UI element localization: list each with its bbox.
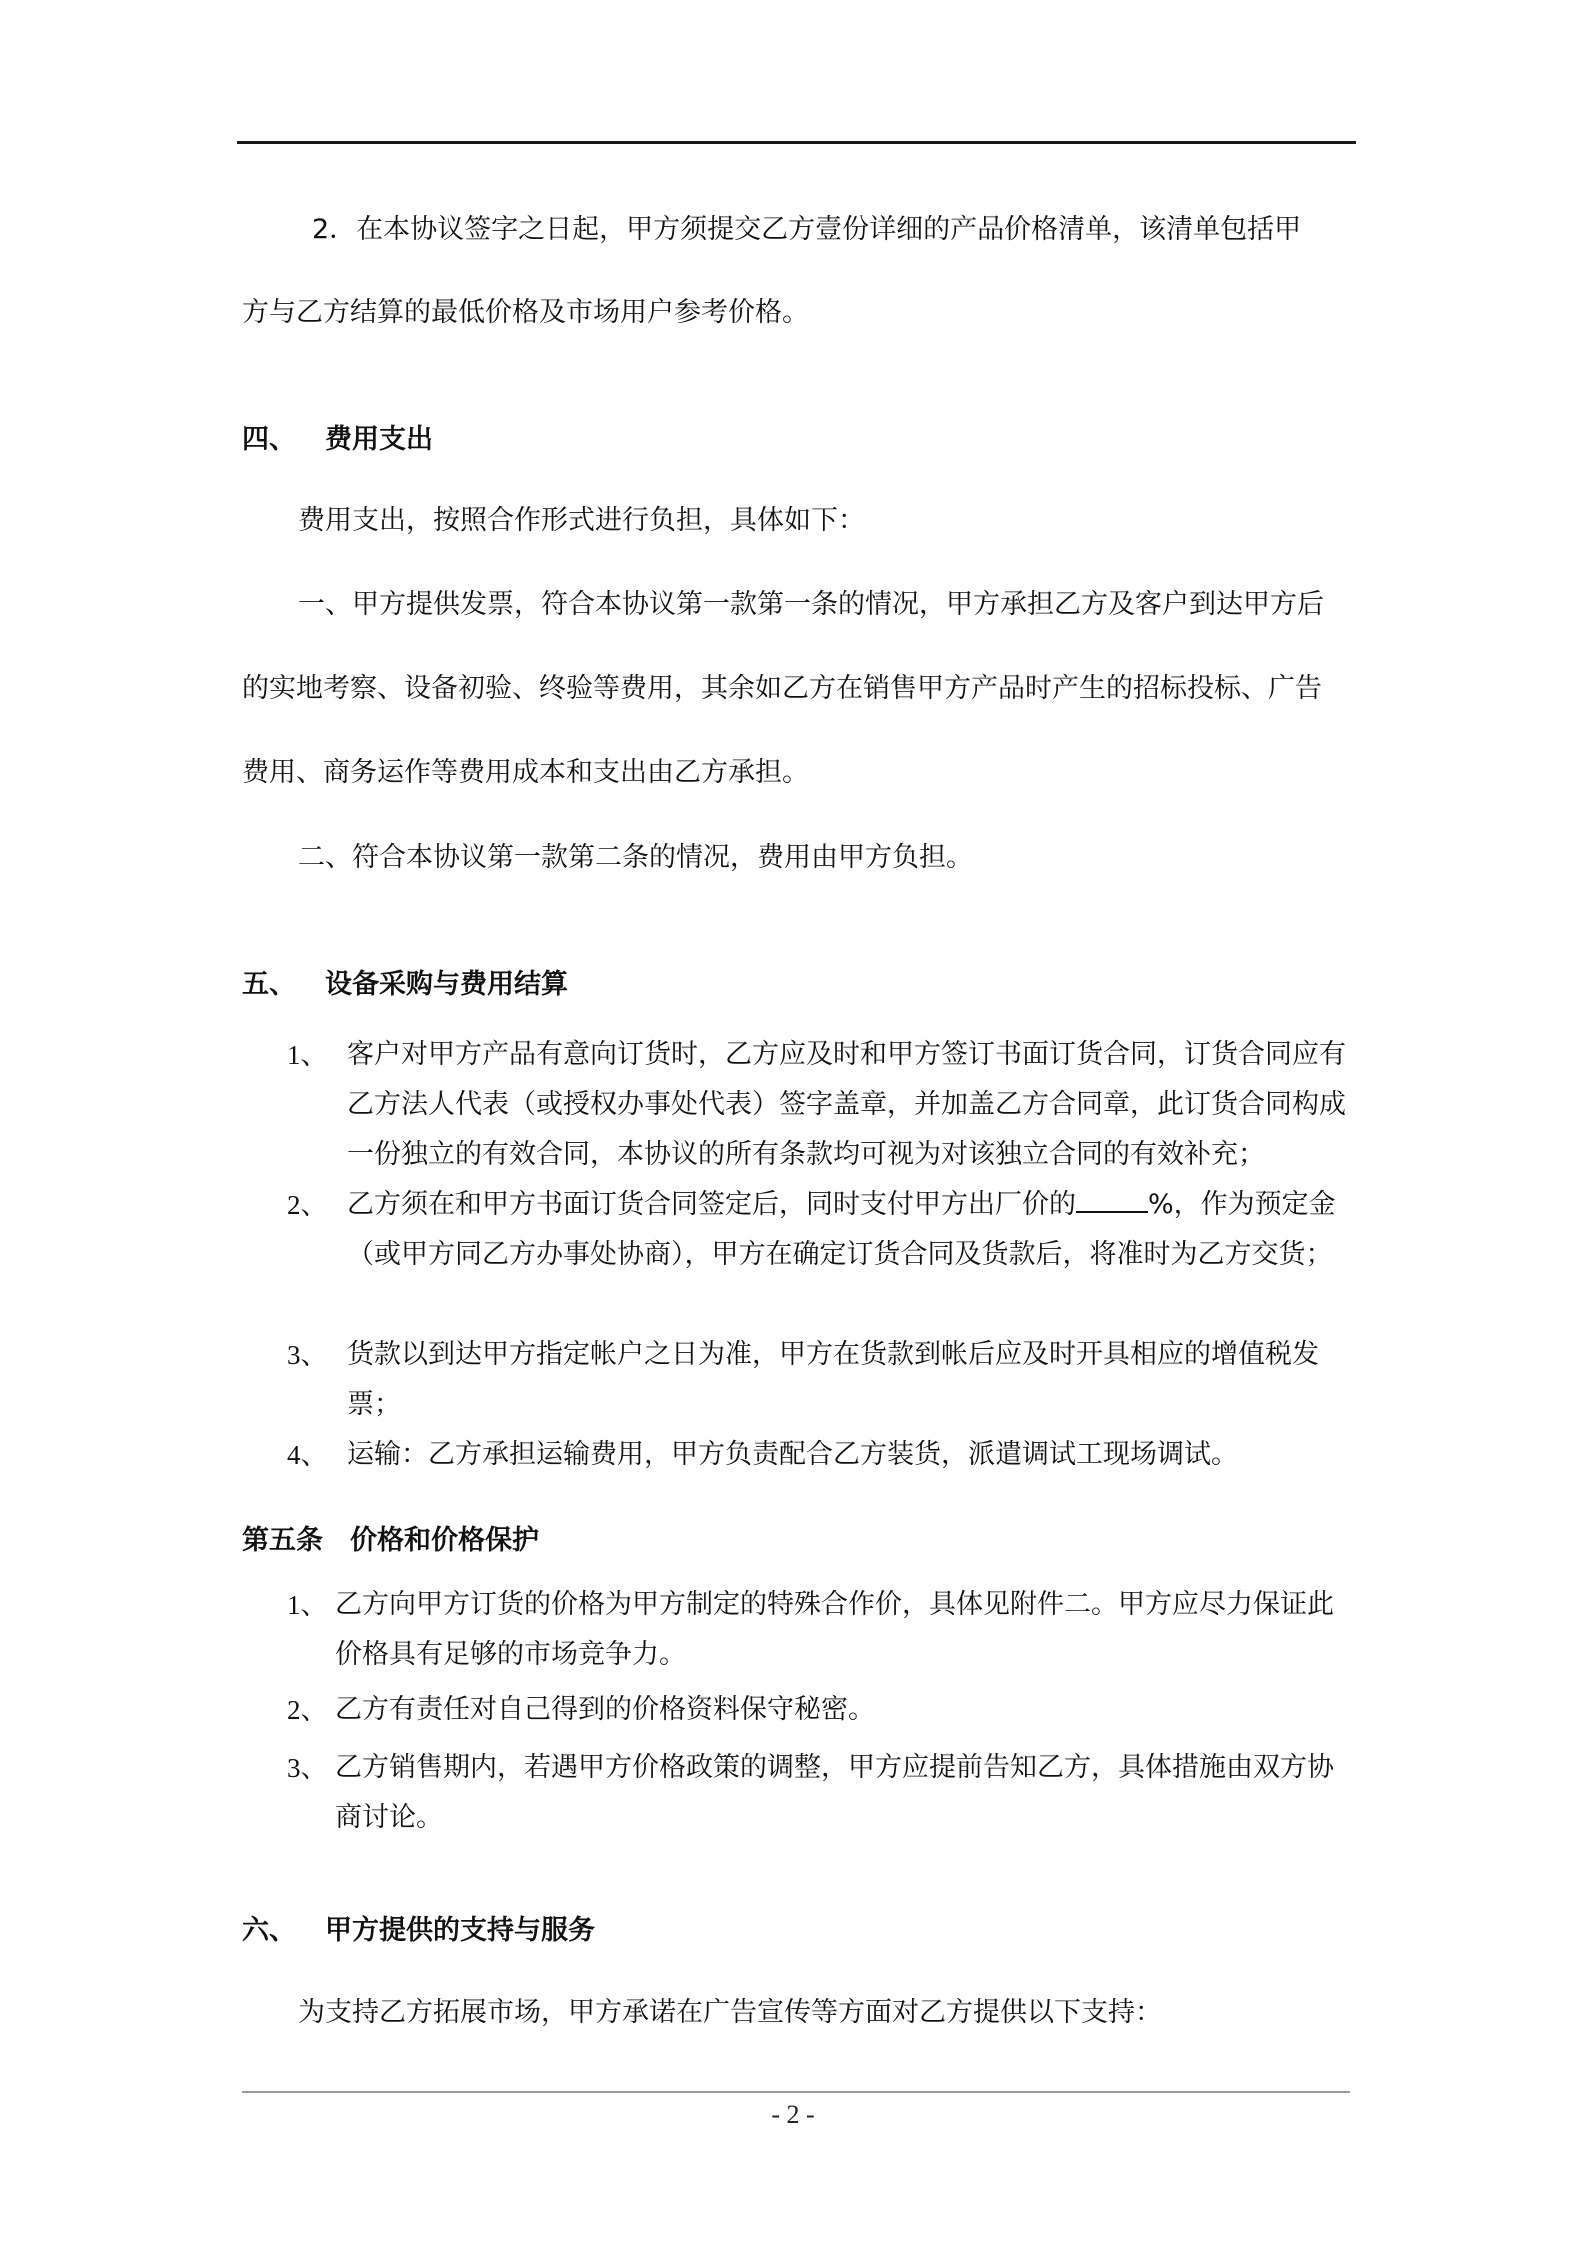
section-number: 五、 xyxy=(242,969,296,1000)
page-number: - 2 - xyxy=(771,2100,815,2129)
list-item xyxy=(287,1180,1356,1280)
list-text: 运输：乙方承担运输费用，甲方负责配合乙方装货，派遣调试工现场调试。 xyxy=(347,1439,1238,1470)
list-number: 2、 xyxy=(287,1695,328,1725)
list-number: 1、 xyxy=(287,1040,328,1070)
article-heading: 第五条 价格和价格保护 xyxy=(242,1525,539,1556)
paragraph-line: 费用支出，按照合作形式进行负担，具体如下： xyxy=(298,505,865,536)
header-rule xyxy=(237,141,1356,144)
list-number: 2、 xyxy=(287,1190,328,1220)
list-text-part: 乙方须在和甲方书面订货合同签定后，同时支付甲方出厂价的 xyxy=(347,1189,1076,1220)
list-text xyxy=(347,1180,1356,1280)
fill-in-blank xyxy=(1076,1185,1148,1213)
footer-rule xyxy=(242,2091,1350,2093)
list-item xyxy=(287,1580,1356,1680)
paragraph-line: 二、符合本协议第一款第二条的情况，费用由甲方负担。 xyxy=(298,842,973,873)
paragraph-line: 为支持乙方拓展市场，甲方承诺在广告宣传等方面对乙方提供以下支持： xyxy=(298,1997,1162,2028)
list-item xyxy=(287,1685,1356,1735)
list-text-part: %，作为预定金（或甲方同乙方办事处协商），甲方在确定订货合同及货款后，将准时为乙方交货； xyxy=(347,1189,1336,1270)
paragraph-line: 方与乙方结算的最低价格及市场用户参考价格。 xyxy=(242,297,809,328)
list-item xyxy=(287,1743,1356,1843)
section-number: 六、 xyxy=(242,1915,296,1946)
paragraph-line: 的实地考察、设备初验、终验等费用，其余如乙方在销售甲方产品时产生的招标投标、广告 xyxy=(242,673,1322,704)
list-text: 乙方有责任对自己得到的价格资料保守秘密。 xyxy=(335,1694,875,1725)
paragraph-line: 费用、商务运作等费用成本和支出由乙方承担。 xyxy=(242,757,809,788)
section-number: 四、 xyxy=(242,424,296,455)
section-heading xyxy=(242,420,1356,460)
list-text: 货款以到达甲方指定帐户之日为准，甲方在货款到帐后应及时开具相应的增值税发票； xyxy=(347,1339,1319,1420)
list-item xyxy=(287,1430,1356,1480)
section-title: 费用支出 xyxy=(325,424,433,455)
list-number: 4、 xyxy=(287,1440,328,1470)
list-text: 乙方销售期内，若遇甲方价格政策的调整，甲方应提前告知乙方，具体措施由双方协商讨论。 xyxy=(335,1752,1334,1833)
section-title: 设备采购与费用结算 xyxy=(325,969,568,1000)
section-heading xyxy=(242,1911,1356,1951)
list-number: 1、 xyxy=(287,1590,328,1620)
list-text: 客户对甲方产品有意向订货时，乙方应及时和甲方签订书面订货合同，订货合同应有乙方法人代表（或授权办事处代表）签字盖章，并加盖乙方合同章，此订货合同构成一份独立的有效合同，本协议的所有条款均可视为对该独立合同的有效补充； xyxy=(347,1039,1346,1170)
list-number: 3、 xyxy=(287,1753,328,1783)
list-text: 乙方向甲方订货的价格为甲方制定的特殊合作价，具体见附件二。甲方应尽力保证此价格具有足够的市场竞争力。 xyxy=(335,1589,1334,1670)
section-title: 甲方提供的支持与服务 xyxy=(325,1915,595,1946)
list-item xyxy=(287,1330,1356,1430)
list-number: 3、 xyxy=(287,1340,328,1370)
paragraph-line: 2．在本协议签字之日起，甲方须提交乙方壹份详细的产品价格清单，该清单包括甲 xyxy=(312,214,1302,245)
list-item xyxy=(287,1030,1356,1180)
section-heading xyxy=(242,965,1356,1005)
paragraph-line: 一、甲方提供发票，符合本协议第一款第一条的情况，甲方承担乙方及客户到达甲方后 xyxy=(298,589,1324,620)
